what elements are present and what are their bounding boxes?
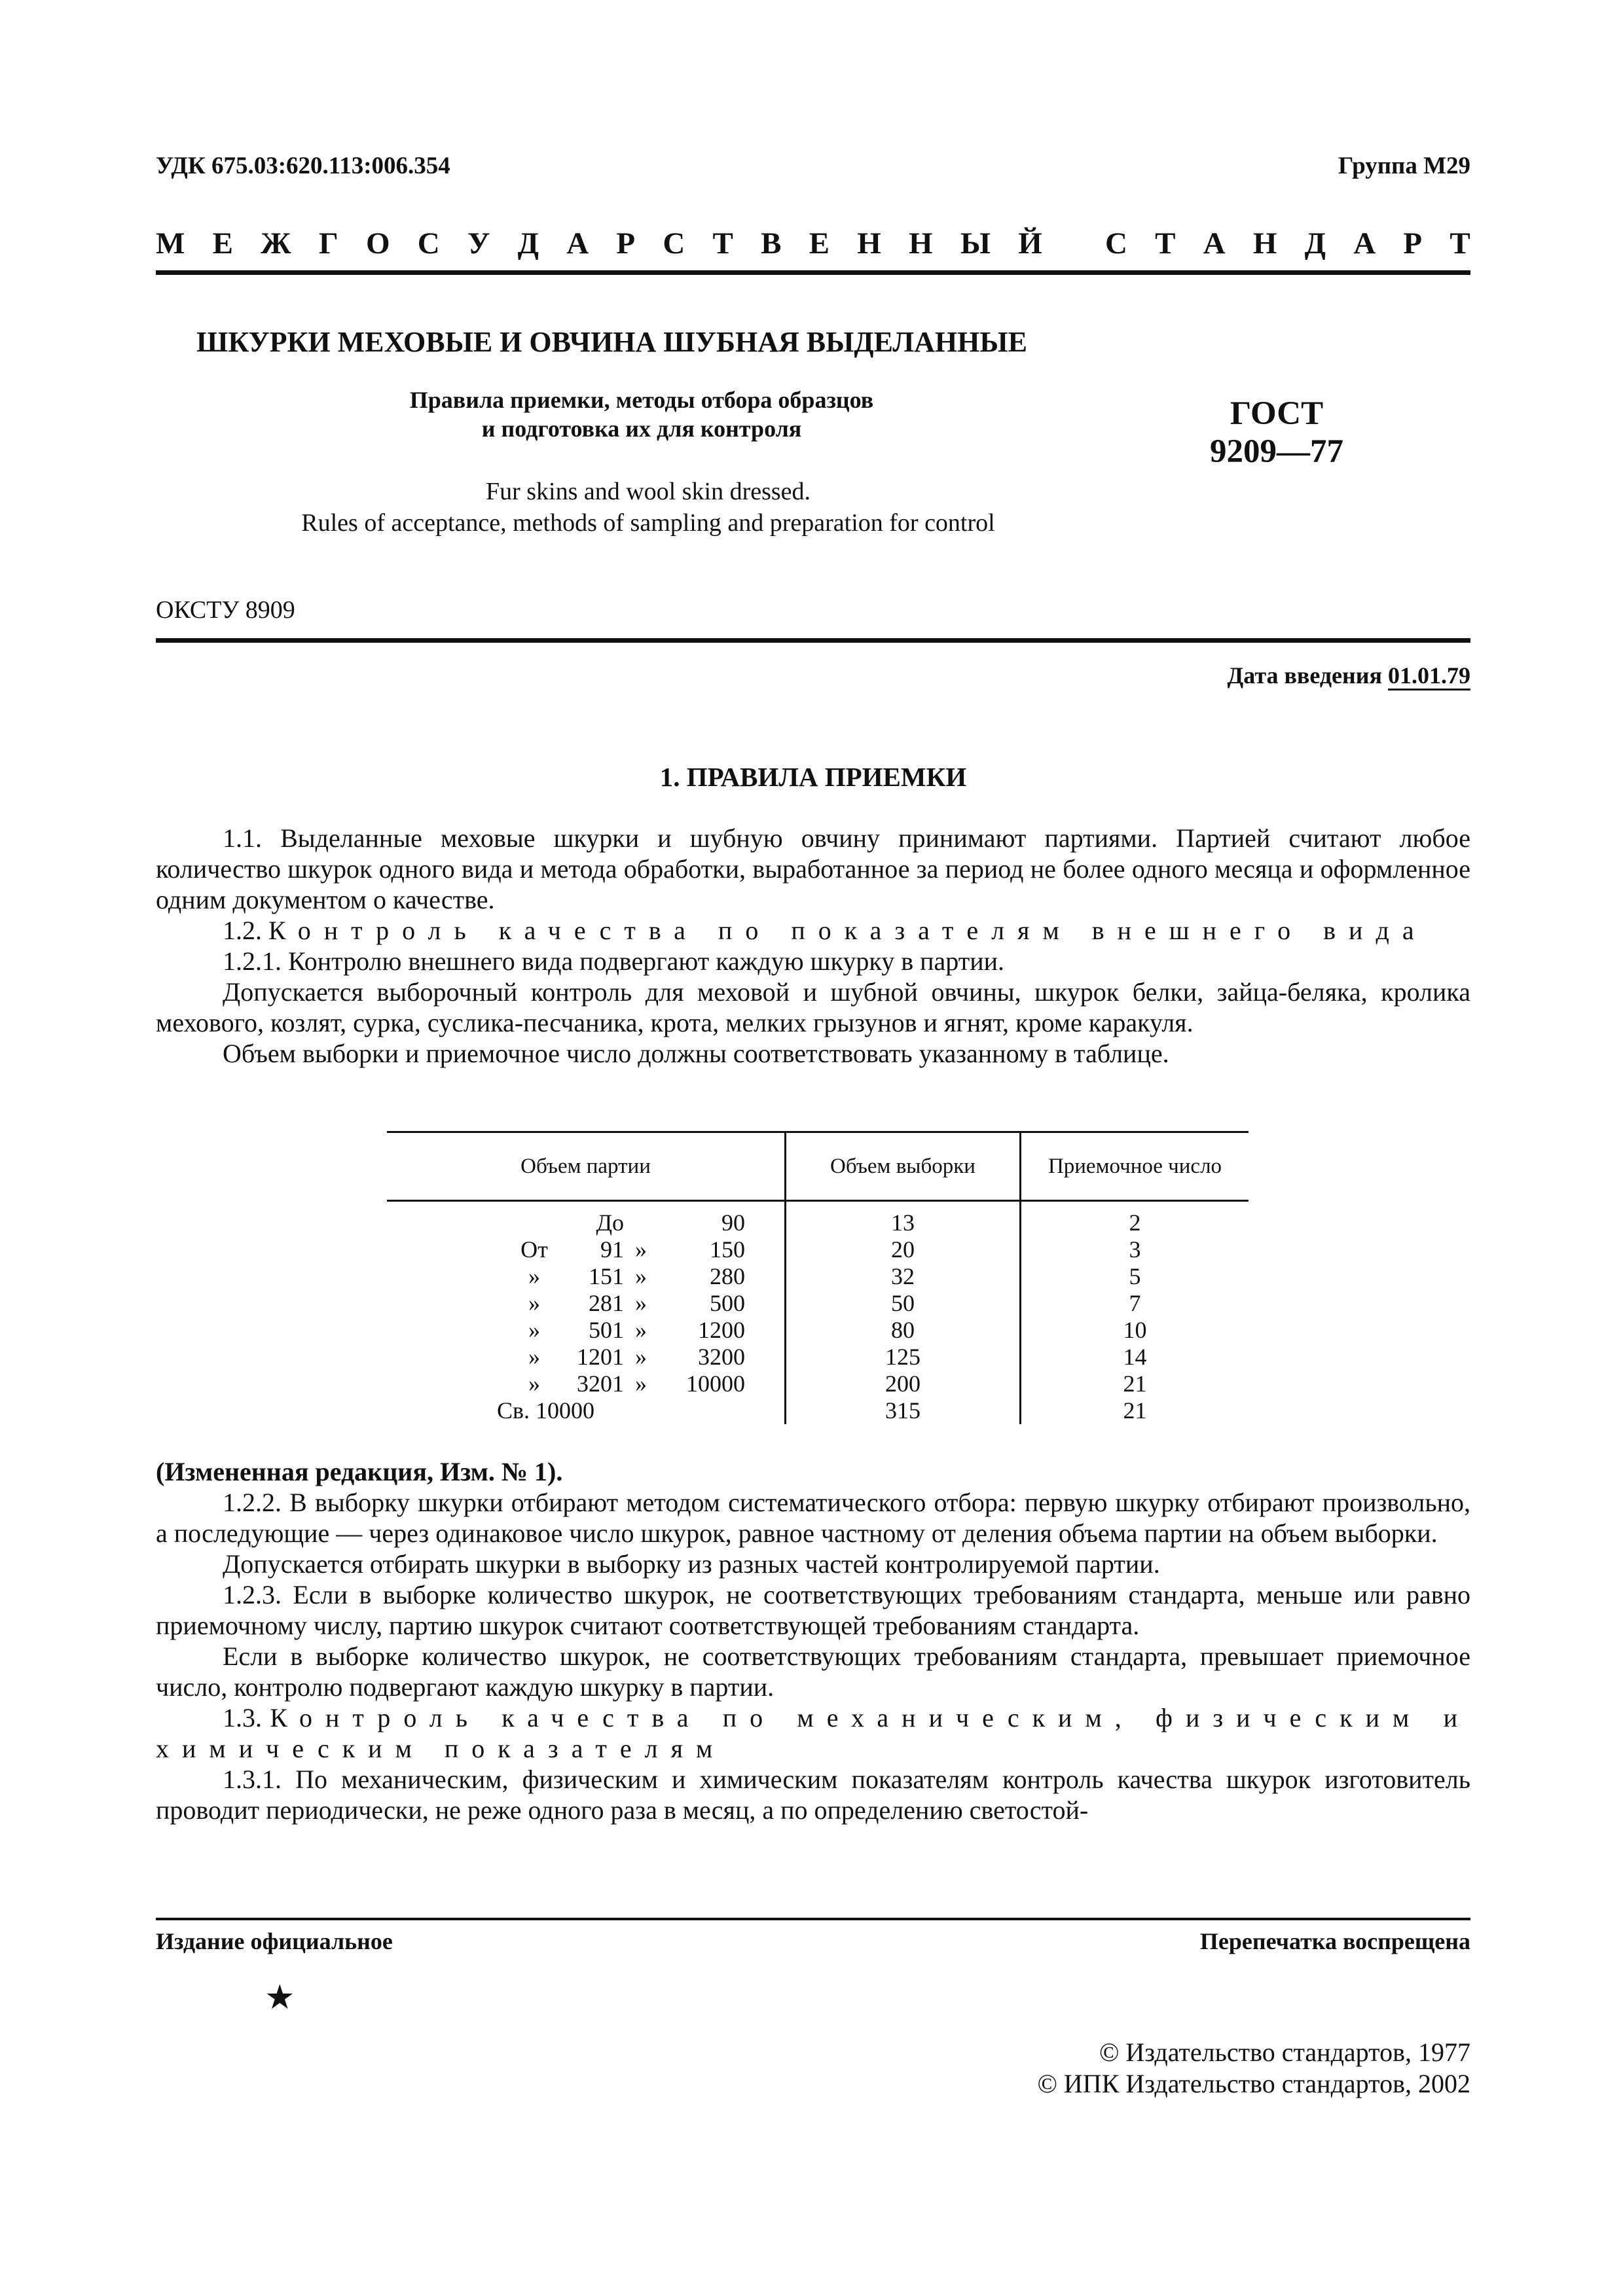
banner-letter: С (1104, 226, 1127, 260)
acceptance-number-cell: 10 (1021, 1317, 1249, 1344)
paragraph-1-1: 1.1. Выделанные меховые шкурки и шубную овчину принимают партиями. Партией считают любое количество шкурок одного вида и метода обработки, выработанное за период не более одного месяца и оформленное одним документом о качестве. (156, 823, 1470, 914)
amendment-note: (Измененная редакция, Изм. № 1). (156, 1457, 563, 1486)
lot-size-cell: Св. 10000 (497, 1397, 595, 1424)
edition-note: Издание официальное (156, 1928, 393, 1954)
sample-size-cell: 200 (786, 1371, 1021, 1397)
banner-letter: О (366, 226, 390, 260)
banner-letter: С (417, 226, 440, 260)
lot-size-cell: » 151 » 280 (528, 1263, 745, 1289)
table-row (387, 1397, 1249, 1424)
acceptance-number-cell: 14 (1021, 1344, 1249, 1371)
english-title: Fur skins and wool skin dressed. Rules of acceptance, methods of sampling and preparation for control (301, 478, 995, 537)
paragraph-1-3-1: 1.3.1. По механическим, физическим и химическим показателям контроль качества шкурок изготовитель проводит периодически, не реже одного раза в месяц, а по определению светостой- (156, 1765, 1470, 1825)
copyright-block: © Издательство стандартов, 1977 © ИПК Издательство стандартов, 2002 (1037, 2037, 1470, 2098)
sample-size-cell: 20 (786, 1236, 1021, 1263)
banner-letter: А (1353, 226, 1376, 260)
reprint-note: Перепечатка воспрещена (1199, 1928, 1470, 1954)
table-row (387, 1201, 1249, 1237)
banner-letter: Р (616, 226, 636, 260)
table-row (387, 1290, 1249, 1317)
table-header: Объем партии (387, 1132, 786, 1201)
intro-date-label: Дата введения (1227, 662, 1382, 689)
lot-size-cell: » 1201 » 3200 (528, 1344, 745, 1370)
table-header: Объем выборки (786, 1132, 1021, 1201)
table-row (387, 1371, 1249, 1397)
lot-size-cell: » 281 » 500 (528, 1290, 745, 1316)
acceptance-number-cell: 21 (1021, 1397, 1249, 1424)
acceptance-number-cell: 7 (1021, 1290, 1249, 1317)
lot-size-cell: От 91 » 150 (520, 1236, 745, 1263)
lot-size-cell: » 3201 » 10000 (528, 1371, 745, 1397)
intro-date (1228, 662, 1471, 689)
banner-letter: Е (212, 226, 233, 260)
sample-size-cell: 315 (786, 1397, 1021, 1424)
oksty-code: ОКСТУ 8909 (156, 596, 295, 624)
udk-code: УДК 675.03:620.113:006.354 (156, 152, 450, 179)
banner-letter: У (467, 226, 490, 260)
footer-rule (156, 1918, 1470, 1920)
banner-letter: Н (857, 226, 881, 260)
paragraph-allow-selective: Допускается выборочный контроль для меховой и шубной овчины, шкурок белки, зайца-беляка, кролика мехового, козлят, сурка, суслика-песчаника, крота, мелких грызунов и ягнят, кроме каракуля. (156, 977, 1470, 1037)
standard-banner (156, 226, 1470, 261)
table-row (387, 1236, 1249, 1263)
intro-date-value: 01.01.79 (1388, 662, 1470, 691)
banner-letter: Д (517, 226, 539, 260)
section-heading: 1. ПРАВИЛА ПРИЕМКИ (659, 762, 967, 792)
banner-letter: Д (1304, 226, 1326, 260)
sample-size-cell: 80 (786, 1317, 1021, 1344)
paragraph-exceed: Если в выборке количество шкурок, не соответствующих требованиям стандарта, превышает приемочное число, контролю подвергают каждую шкурку в партии. (156, 1641, 1470, 1702)
table-header: Приемочное число (1021, 1132, 1249, 1201)
banner-letter: М (156, 226, 185, 260)
banner-rule (156, 270, 1470, 275)
banner-letter: А (1203, 226, 1226, 260)
banner-letter: Т (1450, 226, 1470, 260)
body-block-1 (156, 823, 1470, 1069)
banner-letter: А (566, 226, 589, 260)
sample-size-cell: 32 (786, 1263, 1021, 1290)
banner-letter: Е (809, 226, 830, 260)
paragraph-1-3: 1.3. Контроль качества по механическим, физическим и химическим показателям (156, 1703, 1470, 1763)
sample-size-cell: 13 (786, 1201, 1021, 1237)
body-block-2 (156, 1456, 1470, 1825)
banner-letter: Г (318, 226, 338, 260)
banner-letter: Н (1252, 226, 1277, 260)
group-code: Группа М29 (1338, 152, 1470, 179)
paragraph-1-2-1: 1.2.1. Контролю внешнего вида подвергают каждую шкурку в партии. (223, 946, 1005, 976)
star-icon: ★ (264, 1979, 295, 2017)
banner-letter: Р (1403, 226, 1423, 260)
banner-letter: Ж (261, 226, 291, 260)
sample-size-cell: 50 (786, 1290, 1021, 1317)
acceptance-number-cell: 2 (1021, 1201, 1249, 1237)
banner-gap (1070, 226, 1078, 261)
acceptance-table (387, 1131, 1249, 1424)
document-title: ШКУРКИ МЕХОВЫЕ И ОВЧИНА ШУБНАЯ ВЫДЕЛАННЫЕ (196, 326, 1027, 358)
lot-size-cell: До 90 (596, 1210, 745, 1236)
paragraph-allow-parts: Допускается отбирать шкурки в выборку из разных частей контролируемой партии. (223, 1549, 1160, 1579)
banner-letter: Ы (960, 226, 991, 260)
paragraph-1-2-3: 1.2.3. Если в выборке количество шкурок, не соответствующих требованиям стандарта, меньше или равно приемочному числу, партию шкурок считают соответствующей требованиям стандарта. (156, 1580, 1470, 1640)
banner-letter: Н (909, 226, 933, 260)
sample-size-cell: 125 (786, 1344, 1021, 1371)
acceptance-number-cell: 21 (1021, 1371, 1249, 1397)
banner-letter: Й (1018, 226, 1042, 260)
oksty-rule (156, 638, 1470, 643)
banner-letter: С (663, 226, 685, 260)
table-row (387, 1344, 1249, 1371)
lot-size-cell: » 501 » 1200 (528, 1317, 745, 1343)
acceptance-number-cell: 3 (1021, 1236, 1249, 1263)
table-row (387, 1317, 1249, 1344)
document-subtitle: Правила приемки, методы отбора образцов и подготовка их для контроля (409, 387, 874, 442)
banner-letter: Т (1155, 226, 1176, 260)
acceptance-number-cell: 5 (1021, 1263, 1249, 1290)
paragraph-sample-volume: Объем выборки и приемочное число должны соответствовать указанному в таблице. (223, 1039, 1169, 1068)
paragraph-1-2: 1.2. Контроль качества по показателям внешнего вида (223, 916, 1427, 945)
banner-letter: В (761, 226, 782, 260)
banner-letter: Т (712, 226, 733, 260)
paragraph-1-2-2: 1.2.2. В выборку шкурки отбирают методом систематического отбора: первую шкурку отбирают произвольно, а последующие — через одинаковое число шкурок, равное частному от деления объема партии на объем выборки. (156, 1488, 1470, 1548)
gost-designation: ГОСТ 9209—77 (1210, 395, 1343, 470)
table-row (387, 1263, 1249, 1290)
